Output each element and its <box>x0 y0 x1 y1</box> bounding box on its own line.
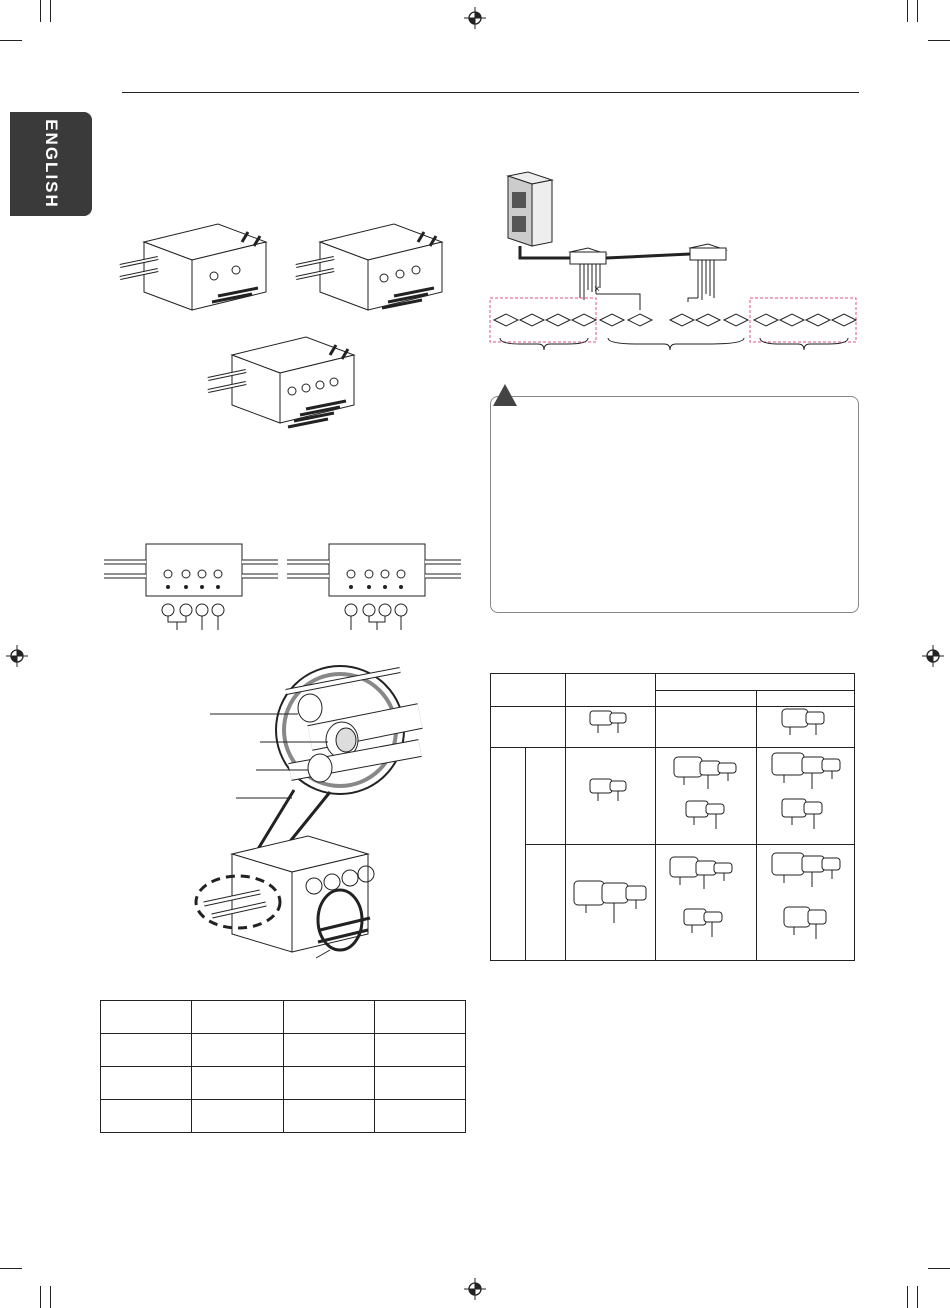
table-row <box>101 1001 466 1034</box>
indoor-unit-icon <box>546 314 570 326</box>
crop-mark-tr-h <box>928 40 950 41</box>
outdoor-unit-icon <box>508 172 552 246</box>
crop-mark-br-v <box>907 1286 908 1308</box>
indoor-unit-icon <box>494 314 518 326</box>
crop-mark-bl-h <box>0 1268 22 1269</box>
pipe-port-front-view-1 <box>102 544 282 632</box>
indoor-unit-icon <box>696 314 720 326</box>
crop-mark-tl-v <box>40 0 41 22</box>
header-rule <box>122 92 859 93</box>
indoor-unit-icon <box>628 314 652 326</box>
language-tab <box>10 112 92 216</box>
reducer-fitting-icons <box>490 673 855 961</box>
indoor-unit-icon <box>806 314 830 326</box>
registration-mark-icon-top <box>464 7 486 29</box>
registration-mark-icon-right <box>922 645 944 667</box>
branch-box-illustration-1 <box>118 222 278 314</box>
table-row <box>101 1067 466 1100</box>
system-connection-diagram <box>488 170 860 352</box>
svg-text:×: × <box>594 284 600 295</box>
registration-mark-icon-left <box>6 645 28 667</box>
pipe-cap-detail-illustration <box>190 668 470 968</box>
crop-mark-br-h <box>928 1268 950 1269</box>
crop-mark-tl-v2 <box>50 0 51 22</box>
table-row <box>101 1100 466 1133</box>
warning-triangle-icon <box>492 383 518 407</box>
branch-distribution-unit-icon-2 <box>690 244 726 260</box>
branch-box-illustration-2 <box>294 222 454 314</box>
table-row <box>101 1034 466 1067</box>
indoor-unit-icon <box>724 314 748 326</box>
branch-box-illustration-3 <box>206 335 366 427</box>
pipe-port-front-view-2 <box>285 544 465 632</box>
caution-box <box>490 396 859 613</box>
indoor-unit-icon <box>572 314 596 326</box>
indoor-unit-icon <box>754 314 778 326</box>
registration-mark-icon-bottom <box>464 1278 486 1300</box>
indoor-unit-icon <box>780 314 804 326</box>
indoor-unit-icon <box>670 314 694 326</box>
indoor-unit-icon <box>600 314 624 326</box>
crop-mark-br-v2 <box>917 1286 918 1308</box>
crop-mark-bl-v <box>40 1286 41 1308</box>
crop-mark-tr-v <box>907 0 908 22</box>
crop-mark-bl-v2 <box>50 1286 51 1308</box>
crop-mark-tr-v2 <box>917 0 918 22</box>
language-tab-label: ENGLISH <box>42 119 61 209</box>
spec-table <box>100 1000 466 1133</box>
indoor-unit-icon <box>832 314 856 326</box>
crop-mark-tl-h <box>0 40 22 41</box>
indoor-unit-icon <box>520 314 544 326</box>
branch-distribution-unit-icon-1 <box>570 248 606 264</box>
